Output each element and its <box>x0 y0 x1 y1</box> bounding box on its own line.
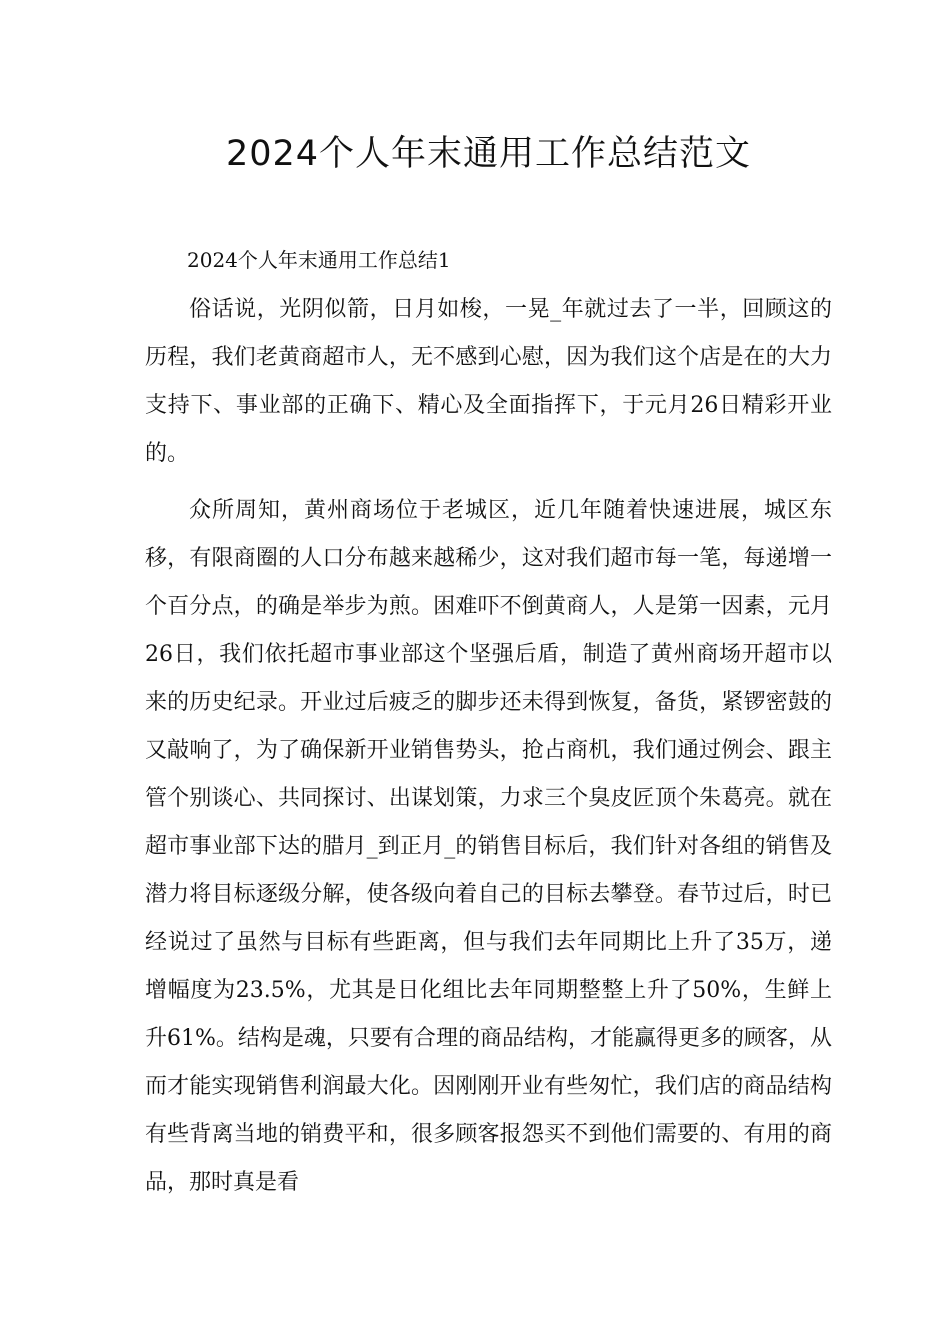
paragraph-1: 俗话说，光阴似箭，日月如梭，一晃_年就过去了一半，回顾这的历程，我们老黄商超市人，无不感到心慰，因为我们这个店是在的大力支持下、事业部的正确下、精心及全面指挥下，于元月26日精彩开业的。 <box>145 297 832 466</box>
document-body <box>145 236 832 1207</box>
section-heading: 2024个人年末通用工作总结1 <box>187 248 451 272</box>
paragraph-2: 众所周知，黄州商场位于老城区，近几年随着快速进展，城区东移，有限商圈的人口分布越来越稀少，这对我们超市每一笔，每递增一个百分点，的确是举步为煎。困难吓不倒黄商人，人是第一因素，元月26日，我们依托超市事业部这个坚强后盾，制造了黄州商场开超市以来的历史纪录。开业过后疲乏的脚步还未得到恢复，备货，紧锣密鼓的又敲响了，为了确保新开业销售势头，抢占商机，我们通过例会、跟主管个别谈心、共同探讨、出谋划策，力求三个臭皮匠顶个朱葛亮。就在超市事业部下达的腊月_到正月_的销售目标后，我们针对各组的销售及潜力将目标逐级分解，使各级向着自己的目标去攀登。春节过后，时已经说过了虽然与目标有些距离，但与我们去年同期比上升了35万，递增幅度为23.5%，尤其是日化组比去年同期整整上升了50%，生鲜上升61%。结构是魂，只要有合理的商品结构，才能赢得更多的顾客，从而才能实现销售利润最大化。因刚刚开业有些匆忙，我们店的商品结构有些背离当地的销费平和，很多顾客报怨买不到他们需要的、有用的商品，那时真是看 <box>145 498 832 1195</box>
document-title: 2024个人年末通用工作总结范文 <box>225 134 752 174</box>
